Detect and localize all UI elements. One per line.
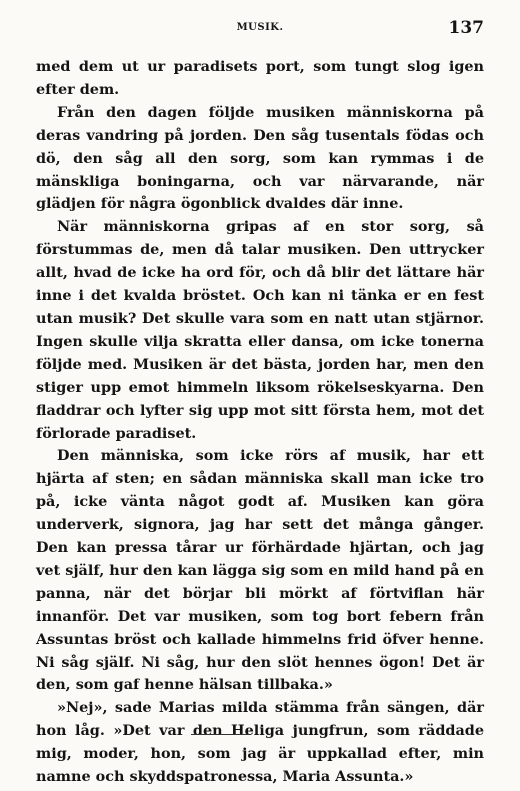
paragraph: När människorna gripas af en stor sorg, så förstummas de, men då talar musiken. Den uttrycker allt, hvad de icke ha ord för, och då blir det lättare här inne i det kvalda bröstet. Och kan ni tänka er en fest utan musik? Det skulle vara som en natt utan stjärnor. Ingen skulle vilja skratta eller dansa, om icke tonerna följde med. Musiken är det bästa, jorden har, men den stiger upp emot himmeln liksom rökelseskyarna. Den fladdrar och lyfter sig upp mot sitt första hem, mot det förlorade paradiset. (36, 218, 484, 442)
paragraph: »Nej», sade Marias milda stämma från sängen, där hon låg. »Det var den Heliga jungfrun, som räddade mig, moder, hon, som jag är uppkallad efter, min namne och skyddspatronessa, Maria Assunta.» (36, 699, 484, 786)
running-head (36, 18, 484, 42)
body-text (36, 56, 484, 789)
page-number: 137 (448, 18, 484, 38)
paragraph: Den människa, som icke rörs af musik, har ett hjärta af sten; en sådan människa skall man icke tro på, icke vänta något godt af. Musiken kan göra underverk, signora, jag har sett det många gånger. Den kan pressa tårar ur förhärdade hjärtan, och jag vet själf, hur den kan lägga sig som en mild hand på en panna, när det börjar bli mörkt af förtviflan här innanför. Det var musiken, som tog bort febern från Assuntas bröst och kallade himmelns frid öfver henne. Ni såg själf. Ni såg, hur den slöt hennes ögon! Det är den, som gaf henne hälsan tillbaka.» (36, 447, 484, 694)
book-page (36, 18, 484, 786)
paragraph: Från den dagen följde musiken människorna på deras vandring på jorden. Den såg tusentals födas och dö, den såg all den sorg, som kan rymmas i de mänskliga boningarna, och var närvarande, när glädjen för några ögonblick dvaldes där inne. (36, 103, 484, 213)
section-end-rule (191, 734, 251, 735)
running-title: MUSIK. (236, 22, 284, 33)
paragraph-continuation: med dem ut ur paradisets port, som tungt slog igen efter dem. (36, 58, 484, 98)
